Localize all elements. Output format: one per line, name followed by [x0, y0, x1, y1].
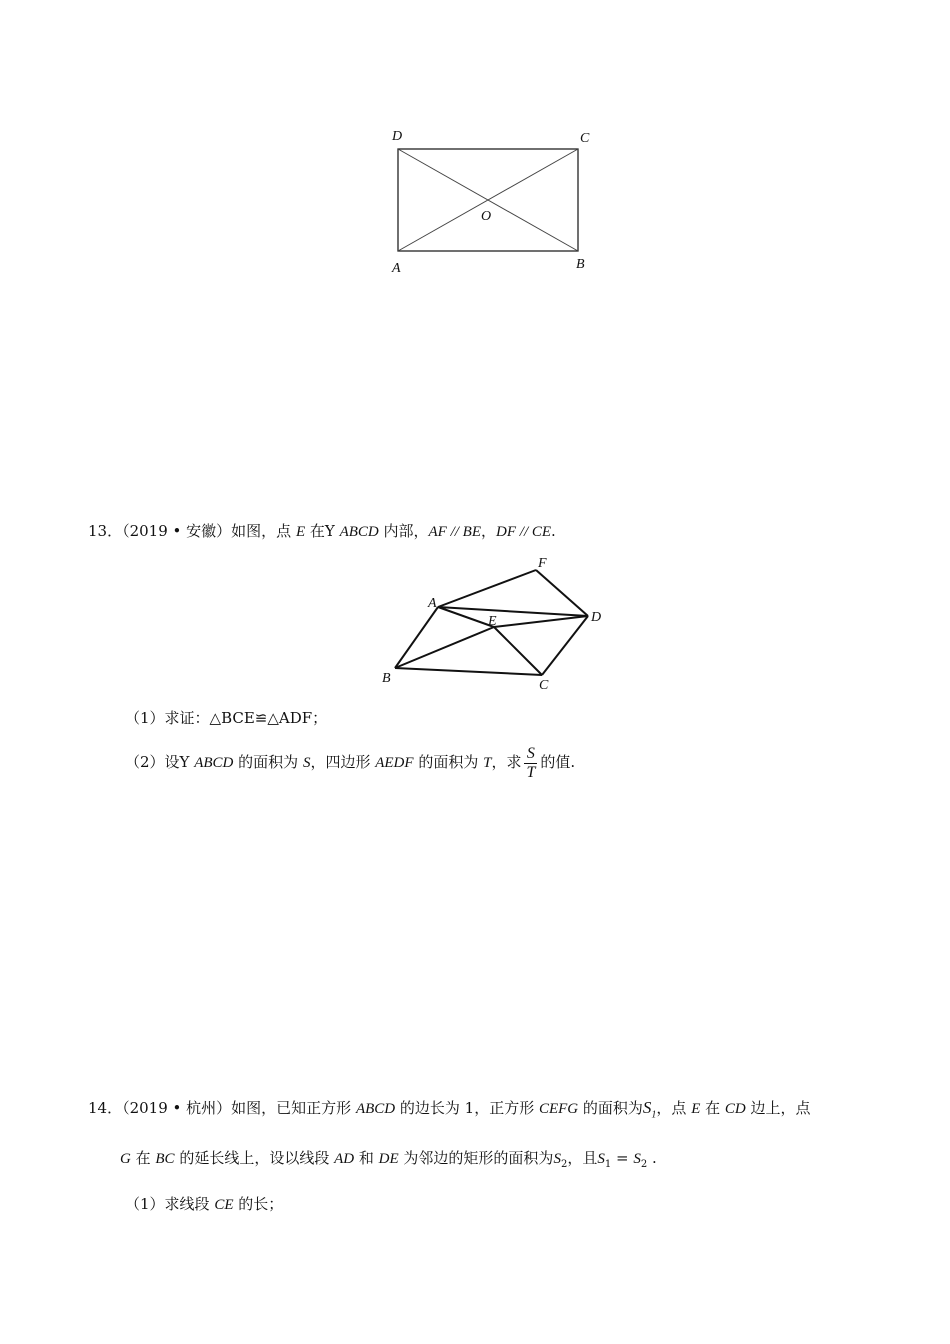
- q14-var-cd: CD: [724, 1101, 746, 1117]
- q14-var-ad: AD: [334, 1151, 355, 1167]
- q13-var-e: E: [295, 524, 306, 540]
- seg-cd: [542, 616, 588, 675]
- label-d: D: [392, 129, 403, 144]
- label-a: A: [392, 261, 401, 276]
- q14-eq-left-sub: 1: [604, 1159, 612, 1170]
- fraction-denominator: T: [526, 763, 536, 781]
- q14-var-e: E: [691, 1101, 701, 1117]
- q14-var-g: G: [120, 1151, 131, 1167]
- rectangle-figure: [380, 120, 610, 280]
- fraction-numerator: S: [524, 745, 537, 764]
- label-e: E: [488, 614, 497, 629]
- q14-stem-line1: [88, 1097, 811, 1126]
- q13-part2-aedf: AEDF: [375, 755, 414, 771]
- label-a: A: [428, 596, 437, 611]
- label-d: D: [591, 610, 602, 625]
- q14-s2-base: S: [553, 1151, 561, 1167]
- q14-eq-left: S: [597, 1151, 605, 1167]
- label-c: C: [580, 131, 590, 146]
- q14-var-de: DE: [378, 1151, 399, 1167]
- label-o: O: [481, 209, 492, 224]
- q14-text: 和: [354, 1149, 379, 1167]
- q14-eq-right: S: [633, 1151, 641, 1167]
- q14-text: 在: [130, 1149, 156, 1167]
- q14-part1-text: 的长；: [233, 1195, 284, 1213]
- q14-var-cefg: CEFG: [538, 1101, 579, 1117]
- seg-af: [438, 570, 536, 607]
- q13-part1: [125, 707, 327, 729]
- q13-period: .: [551, 522, 556, 540]
- q13-part2-text: 的面积为: [413, 753, 484, 771]
- q13-cond-1: AF // BE: [428, 524, 482, 540]
- q14-s2-sub: 2: [560, 1159, 568, 1170]
- q13-text: 在Y: [305, 522, 340, 540]
- q14-var-abcd: ABCD: [355, 1101, 396, 1117]
- q13-part1-label: （1）求证：: [125, 709, 210, 727]
- q14-text: ，点: [656, 1099, 692, 1117]
- q14-eq-right-sub: 2: [640, 1159, 648, 1170]
- q14-text: 的面积为: [578, 1099, 643, 1117]
- q13-text: 如图，点: [231, 522, 296, 540]
- q13-part2-text: （2）设Y: [125, 753, 195, 771]
- fraction-s-over-t: [524, 745, 537, 782]
- q14-text: 边上，点: [745, 1099, 811, 1117]
- q13-part2-abcd: ABCD: [194, 755, 234, 771]
- seg-ce: [494, 627, 542, 675]
- q13-part2-text: ，求: [491, 753, 522, 771]
- q14-var-bc: BC: [155, 1151, 175, 1167]
- q14-stem-line2: [120, 1147, 657, 1176]
- q14-text: 在: [700, 1099, 725, 1117]
- label-b: B: [382, 671, 391, 686]
- q14-s1-base: S: [642, 1098, 652, 1117]
- q14-text: 的延长线上，设以线段: [174, 1149, 335, 1167]
- seg-fd: [536, 570, 588, 616]
- q14-source: （2019 • 杭州）: [122, 1099, 232, 1117]
- seg-bc: [395, 668, 542, 675]
- q13-part1-content: △BCE≌△ADF；: [209, 709, 328, 727]
- q13-part2-s: S: [302, 755, 311, 771]
- q14-s1-sub: 1: [651, 1109, 657, 1121]
- q14-text: 为邻边的矩形的面积为: [398, 1149, 554, 1167]
- q14-number: 14．: [88, 1099, 123, 1117]
- q13-source: （2019 • 安徽）: [122, 522, 232, 540]
- label-f: F: [538, 556, 547, 571]
- q13-text: 内部，: [378, 522, 429, 540]
- q14-eq-sign: =: [611, 1149, 634, 1167]
- q14-part1-text: （1）求线段: [125, 1195, 215, 1213]
- q13-part2: [125, 738, 575, 787]
- q13-part2-text: 的面积为: [233, 753, 303, 771]
- label-c: C: [539, 678, 549, 693]
- q14-part1-ce: CE: [214, 1197, 234, 1213]
- q13-part2-text: 的值.: [540, 753, 576, 771]
- parallelogram-figure: [370, 555, 620, 695]
- seg-de: [494, 616, 588, 627]
- q13-cond-2: DF // CE: [496, 524, 552, 540]
- q14-text: 的边长为 1，正方形: [395, 1099, 539, 1117]
- q14-part1: [125, 1193, 283, 1216]
- q13-var-abcd: ABCD: [339, 524, 379, 540]
- q14-text: 如图，已知正方形: [231, 1099, 356, 1117]
- q13-comma: ，: [481, 522, 497, 540]
- q14-s1: [642, 1098, 657, 1121]
- q14-text: .: [647, 1149, 657, 1167]
- q13-part2-t: T: [483, 755, 492, 771]
- q14-text: ，且: [567, 1149, 598, 1167]
- q13-stem: [88, 520, 556, 543]
- q13-part2-text: ，四边形: [310, 753, 376, 771]
- q13-number: 13．: [88, 522, 123, 540]
- label-b: B: [576, 257, 585, 272]
